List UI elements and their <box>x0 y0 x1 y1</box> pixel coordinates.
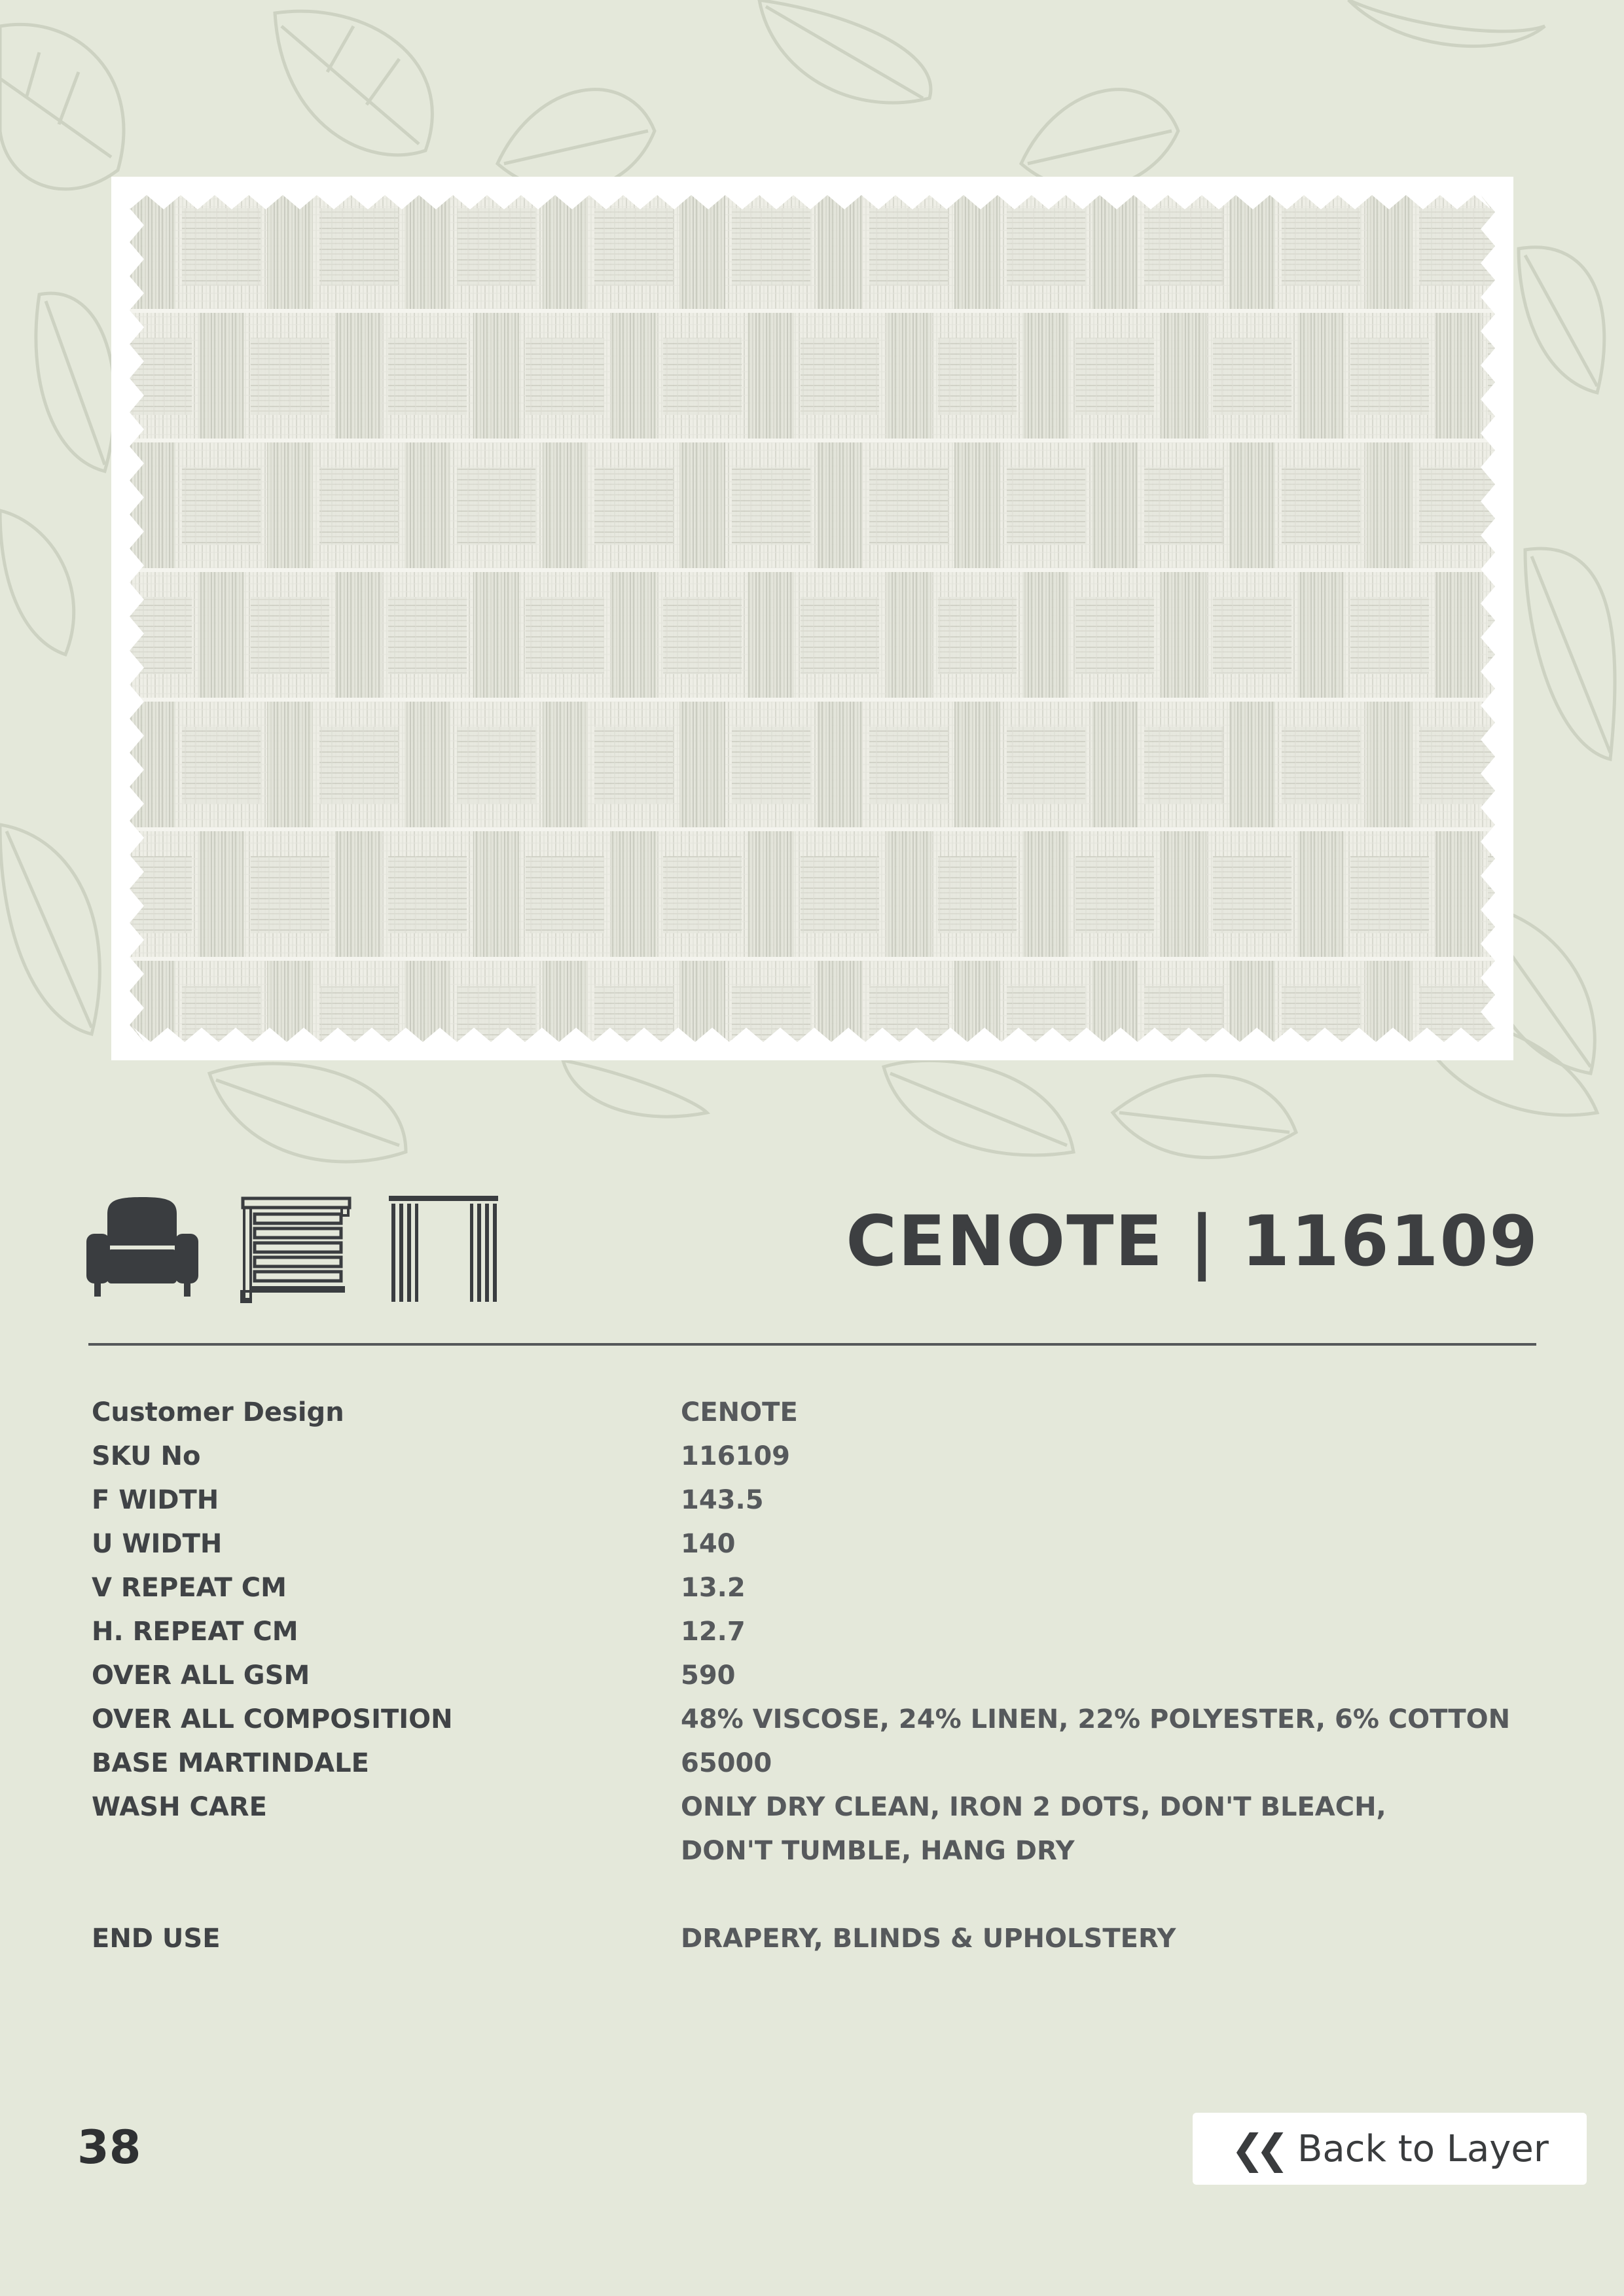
weave-vertical-band <box>954 441 1000 571</box>
weave-vertical-band <box>954 195 1000 312</box>
weave-vertical-band <box>1435 312 1481 441</box>
weave-horizontal-block <box>869 726 948 804</box>
armchair-icon <box>85 1194 200 1306</box>
weave-vertical-band <box>130 195 175 312</box>
weave-vertical-band <box>336 571 382 700</box>
spec-row-u-width <box>92 1522 1532 1566</box>
spec-label: SKU No <box>92 1441 201 1471</box>
weave-vertical-band <box>542 441 588 571</box>
weave-vertical-band <box>1161 571 1206 700</box>
weave-horizontal-block <box>1007 467 1085 545</box>
spec-row-martindale <box>92 1742 1532 1785</box>
weave-horizontal-block <box>388 338 467 415</box>
weave-horizontal-block <box>1075 338 1154 415</box>
back-button-label: Back to Layer <box>1297 2127 1549 2170</box>
spec-row-end-use <box>92 1917 1532 1961</box>
spec-row-customer-design <box>92 1391 1532 1435</box>
weave-vertical-band <box>1367 700 1413 830</box>
spec-label: WASH CARE <box>92 1792 267 1822</box>
spec-row-sku <box>92 1435 1532 1479</box>
weave-horizontal-block <box>663 856 742 933</box>
weave-horizontal-block <box>732 986 810 1042</box>
weave-horizontal-block <box>526 597 604 674</box>
weave-vertical-band <box>886 312 931 441</box>
weave-vertical-band <box>267 441 313 571</box>
weave-vertical-band <box>1367 441 1413 571</box>
weave-horizontal-block <box>869 986 948 1042</box>
weave-vertical-band <box>267 700 313 830</box>
weave-horizontal-block <box>319 467 398 545</box>
weave-horizontal-block <box>732 467 810 545</box>
spec-row-gsm <box>92 1654 1532 1698</box>
weave-horizontal-block <box>663 338 742 415</box>
spec-row-wash-care <box>92 1785 1532 1873</box>
weave-row-seam <box>130 827 1495 831</box>
spec-label: U WIDTH <box>92 1529 223 1559</box>
weave-vertical-band <box>748 571 794 700</box>
weave-vertical-band <box>1092 700 1138 830</box>
weave-horizontal-block <box>1419 726 1495 804</box>
weave-horizontal-block <box>594 467 673 545</box>
weave-vertical-band <box>611 830 657 960</box>
weave-horizontal-block <box>1075 597 1154 674</box>
weave-horizontal-block <box>1488 597 1495 674</box>
weave-row-seam <box>130 439 1495 442</box>
weave-horizontal-block <box>1419 467 1495 545</box>
weave-vertical-band <box>336 312 382 441</box>
spec-row-f-width <box>92 1479 1532 1522</box>
spec-value: 12.7 <box>681 1617 746 1647</box>
weave-horizontal-block <box>732 726 810 804</box>
weave-vertical-band <box>405 195 450 312</box>
spec-value: 116109 <box>681 1441 790 1471</box>
weave-vertical-band <box>1435 830 1481 960</box>
weave-row-seam <box>130 309 1495 313</box>
weave-horizontal-block <box>457 467 535 545</box>
weave-vertical-band <box>817 700 863 830</box>
weave-horizontal-block <box>1419 986 1495 1042</box>
weave-vertical-band <box>405 960 450 1042</box>
page-number: 38 <box>77 2121 141 2174</box>
fabric-swatch-image <box>130 195 1495 1042</box>
weave-horizontal-block <box>938 597 1017 674</box>
weave-horizontal-block <box>182 467 261 545</box>
spec-label: Customer Design <box>92 1397 344 1427</box>
weave-horizontal-block <box>1350 856 1429 933</box>
weave-vertical-band <box>817 441 863 571</box>
weave-row-seam <box>130 698 1495 702</box>
weave-vertical-band <box>405 700 450 830</box>
weave-horizontal-block <box>1144 986 1223 1042</box>
weave-vertical-band <box>748 830 794 960</box>
weave-horizontal-block <box>801 338 879 415</box>
spec-label: F WIDTH <box>92 1485 219 1515</box>
weave-vertical-band <box>198 571 244 700</box>
weave-horizontal-block <box>251 338 329 415</box>
weave-horizontal-block <box>457 208 535 285</box>
weave-vertical-band <box>405 441 450 571</box>
weave-vertical-band <box>679 441 725 571</box>
spec-row-composition <box>92 1698 1532 1742</box>
weave-vertical-band <box>1367 195 1413 312</box>
weave-horizontal-block <box>251 856 329 933</box>
spec-value: 143.5 <box>681 1485 764 1515</box>
weave-vertical-band <box>473 571 519 700</box>
weave-vertical-band <box>1229 441 1275 571</box>
spec-label: OVER ALL COMPOSITION <box>92 1704 453 1734</box>
weave-horizontal-block <box>182 208 261 285</box>
weave-vertical-band <box>542 700 588 830</box>
weave-horizontal-block <box>1282 208 1360 285</box>
weave-vertical-band <box>542 960 588 1042</box>
spec-value: 140 <box>681 1529 736 1559</box>
weave-vertical-band <box>1367 960 1413 1042</box>
weave-horizontal-block <box>1419 208 1495 285</box>
fabric-swatch-frame <box>111 177 1513 1060</box>
weave-vertical-band <box>1229 195 1275 312</box>
weave-vertical-band <box>1298 571 1344 700</box>
weave-horizontal-block <box>1144 208 1223 285</box>
weave-horizontal-block <box>1144 467 1223 545</box>
weave-vertical-band <box>198 312 244 441</box>
weave-vertical-band <box>679 700 725 830</box>
weave-horizontal-block <box>182 986 261 1042</box>
spec-table <box>92 1391 1532 1961</box>
weave-vertical-band <box>611 571 657 700</box>
weave-vertical-band <box>1161 312 1206 441</box>
weave-vertical-band <box>1092 195 1138 312</box>
weave-horizontal-block <box>251 597 329 674</box>
divider <box>88 1343 1536 1346</box>
product-title: CENOTE | 116109 <box>846 1201 1539 1282</box>
weave-horizontal-block <box>1350 338 1429 415</box>
weave-vertical-band <box>817 195 863 312</box>
weave-horizontal-block <box>869 467 948 545</box>
weave-vertical-band <box>1023 312 1069 441</box>
spec-value: 590 <box>681 1660 736 1691</box>
weave-horizontal-block <box>1350 597 1429 674</box>
weave-horizontal-block <box>130 597 192 674</box>
weave-vertical-band <box>473 312 519 441</box>
weave-vertical-band <box>1023 830 1069 960</box>
weave-horizontal-block <box>938 338 1017 415</box>
weave-horizontal-block <box>388 597 467 674</box>
weave-horizontal-block <box>1282 467 1360 545</box>
weave-vertical-band <box>1023 571 1069 700</box>
weave-vertical-band <box>473 830 519 960</box>
spec-value: ONLY DRY CLEAN, IRON 2 DOTS, DON'T BLEACH, DON'T TUMBLE, HANG DRY <box>681 1792 1386 1866</box>
weave-vertical-band <box>954 700 1000 830</box>
weave-horizontal-block <box>130 856 192 933</box>
weave-vertical-band <box>1298 830 1344 960</box>
weave-horizontal-block <box>526 856 604 933</box>
weave-horizontal-block <box>801 856 879 933</box>
spec-label: BASE MARTINDALE <box>92 1748 369 1778</box>
weave-row-seam <box>130 957 1495 961</box>
weave-vertical-band <box>542 195 588 312</box>
spec-value: DRAPERY, BLINDS & UPHOLSTERY <box>681 1924 1176 1954</box>
spec-value: 48% VISCOSE, 24% LINEN, 22% POLYESTER, 6% COTTON <box>681 1704 1511 1734</box>
weave-horizontal-block <box>182 726 261 804</box>
weave-horizontal-block <box>319 726 398 804</box>
weave-horizontal-block <box>594 986 673 1042</box>
weave-horizontal-block <box>1282 726 1360 804</box>
weave-horizontal-block <box>457 726 535 804</box>
weave-horizontal-block <box>1213 856 1291 933</box>
spec-value: 13.2 <box>681 1573 746 1603</box>
weave-horizontal-block <box>1075 856 1154 933</box>
weave-vertical-band <box>679 195 725 312</box>
spec-spacer <box>92 1873 1532 1917</box>
weave-horizontal-block <box>130 338 192 415</box>
weave-horizontal-block <box>1213 597 1291 674</box>
weave-vertical-band <box>130 441 175 571</box>
weave-vertical-band <box>611 312 657 441</box>
weave-row-seam <box>130 568 1495 572</box>
weave-horizontal-block <box>526 338 604 415</box>
weave-vertical-band <box>130 960 175 1042</box>
weave-vertical-band <box>817 960 863 1042</box>
spec-label: V REPEAT CM <box>92 1573 287 1603</box>
weave-vertical-band <box>198 830 244 960</box>
spec-label: OVER ALL GSM <box>92 1660 310 1691</box>
weave-vertical-band <box>267 960 313 1042</box>
weave-vertical-band <box>1435 571 1481 700</box>
weave-vertical-band <box>748 312 794 441</box>
weave-vertical-band <box>267 195 313 312</box>
weave-vertical-band <box>954 960 1000 1042</box>
weave-horizontal-block <box>1144 726 1223 804</box>
weave-vertical-band <box>1229 960 1275 1042</box>
weave-horizontal-block <box>388 856 467 933</box>
weave-vertical-band <box>1229 700 1275 830</box>
weave-horizontal-block <box>869 208 948 285</box>
weave-horizontal-block <box>1488 856 1495 933</box>
weave-horizontal-block <box>732 208 810 285</box>
double-chevron-left-icon: ❮❮ <box>1231 2125 1280 2173</box>
weave-vertical-band <box>1161 830 1206 960</box>
weave-horizontal-block <box>938 856 1017 933</box>
weave-vertical-band <box>886 571 931 700</box>
weave-vertical-band <box>1092 960 1138 1042</box>
spec-row-v-repeat <box>92 1566 1532 1610</box>
spec-label: END USE <box>92 1924 221 1954</box>
weave-vertical-band <box>886 830 931 960</box>
weave-horizontal-block <box>319 986 398 1042</box>
weave-horizontal-block <box>319 208 398 285</box>
weave-horizontal-block <box>594 726 673 804</box>
spec-value: 65000 <box>681 1748 772 1778</box>
spec-value: CENOTE <box>681 1397 798 1427</box>
curtain-icon <box>386 1194 501 1306</box>
weave-horizontal-block <box>1488 338 1495 415</box>
weave-horizontal-block <box>457 986 535 1042</box>
spec-row-h-repeat <box>92 1610 1532 1654</box>
weave-vertical-band <box>336 830 382 960</box>
spec-label: H. REPEAT CM <box>92 1617 298 1647</box>
weave-horizontal-block <box>1007 208 1085 285</box>
weave-horizontal-block <box>1282 986 1360 1042</box>
back-to-layer-button[interactable] <box>1193 2113 1587 2185</box>
roller-blind-icon <box>239 1194 353 1306</box>
weave-horizontal-block <box>1213 338 1291 415</box>
weave-horizontal-block <box>801 597 879 674</box>
weave-horizontal-block <box>1007 986 1085 1042</box>
weave-horizontal-block <box>1007 726 1085 804</box>
weave-vertical-band <box>679 960 725 1042</box>
weave-vertical-band <box>130 700 175 830</box>
weave-vertical-band <box>1298 312 1344 441</box>
weave-horizontal-block <box>594 208 673 285</box>
weave-horizontal-block <box>663 597 742 674</box>
weave-vertical-band <box>1092 441 1138 571</box>
